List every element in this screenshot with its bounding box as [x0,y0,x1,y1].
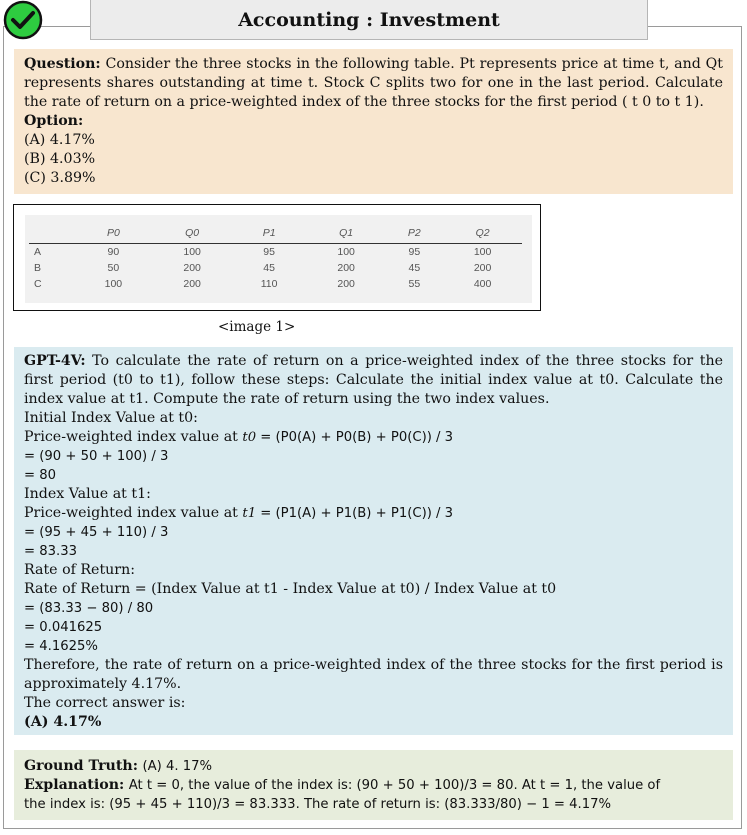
t1-formula-prefix: Price-weighted index value at [24,505,243,521]
explanation-text-1: At t = 0, the value of the index is: (90 + 50 + 100)/3 = 80. At t = 1, the value of [128,778,661,793]
table-cell: 200 [337,262,355,274]
table-row [29,244,522,261]
gpt-intro-text: To calculate the rate of return on a price-weighted index of the three stocks for the first period (t0 to t1), follow these steps: Calculate the initial index value at t0. Calculate the index value at t1. Compute the rate of return using the two index values. [24,353,723,407]
option-c: (C) 3.89% [24,170,96,186]
t1-formula [24,504,723,523]
explanation-line-2: the index is: (95 + 45 + 110)/3 = 83.333. The rate of return is: (83.333/80) − 1 = 4.17% [24,797,612,812]
col-header: P2 [386,223,444,244]
table-cell: 100 [473,246,492,258]
init-heading: Initial Index Value at t0: [24,410,198,426]
ror-step-3: = 4.1625% [24,639,98,654]
page-title-bar [90,0,648,40]
table-cell: A [34,246,42,258]
table-cell: B [34,262,42,274]
option-a: (A) 4.17% [24,132,95,148]
gpt-response-panel [14,347,733,735]
option-b: (B) 4.03% [24,151,96,167]
init-step-1: = (90 + 50 + 100) / 3 [24,449,169,464]
init-formula [24,428,723,447]
ground-truth-value: (A) 4. 17% [142,759,213,774]
table-cell: 200 [473,262,492,274]
ground-truth-panel [14,750,733,820]
question-label: Question: [24,56,101,72]
init-step-2: = 80 [24,468,57,483]
option-label: Option: [24,113,84,129]
table-cell: 45 [408,262,421,274]
table-cell: 400 [473,278,492,290]
page-title: Accounting : Investment [238,8,500,31]
gpt-label: GPT-4V: [24,353,86,369]
table-row [29,276,522,292]
col-header [29,223,74,244]
table-cell: 200 [337,278,355,290]
gpt-intro [24,352,723,409]
stock-table [29,223,522,292]
t1-formula-math [242,506,453,521]
image-caption: <image 1> [218,319,296,335]
question-panel [14,49,733,194]
table-cell: 200 [183,278,201,290]
init-formula-prefix: Price-weighted index value at [24,429,243,445]
table-cell: C [34,278,42,290]
ground-truth-label: Ground Truth: [24,758,138,774]
ror-step-1: = (83.33 − 80) / 80 [24,601,154,616]
col-header: Q2 [443,223,522,244]
t1-formula-rest: = (P1(A) + P1(B) + P1(C)) / 3 [256,506,454,521]
gpt-answer: (A) 4.17% [24,714,102,730]
explanation-label: Explanation: [24,777,125,793]
col-header: P1 [232,223,307,244]
t1-step-2: = 83.33 [24,544,77,559]
col-header: Q1 [307,223,386,244]
t1-step-1: = (95 + 45 + 110) / 3 [24,525,169,540]
ror-step-2: = 0.041625 [24,620,103,635]
question-text [24,55,723,112]
t1-formula-var: t1 [242,506,257,521]
table-cell: 45 [263,262,275,274]
table-cell: 100 [337,246,355,258]
table-cell: 90 [107,246,120,258]
table-cell: 100 [104,278,123,290]
table-cell: 50 [107,262,120,274]
table-cell: 200 [183,262,201,274]
init-formula-var: t0 [242,430,257,445]
col-header: P0 [74,223,153,244]
table-header-row [29,223,522,244]
explanation-line-1 [24,776,723,795]
ror-formula: Rate of Return = (Index Value at t1 - Index Value at t0) / Index Value at t0 [24,581,557,597]
col-header: Q0 [153,223,232,244]
table-row [29,260,522,276]
table-cell: 110 [260,278,278,290]
init-formula-rest: = (P0(A) + P0(B) + P0(C)) / 3 [256,430,454,445]
table-cell: 55 [408,278,421,290]
ror-heading: Rate of Return: [24,562,135,578]
t1-heading: Index Value at t1: [24,486,151,502]
answer-intro: The correct answer is: [24,695,186,711]
question-body: Consider the three stocks in the following table. Pt represents price at time t, and Qt represents shares outstanding at time t. Stock C splits two for one in the last period. Calculate the rate of return on a price-weighted index of the three stocks for the first period ( t 0 to t 1). [24,56,723,110]
image-1 [13,204,541,311]
table-cell: 95 [408,246,421,258]
check-circle-icon [3,0,43,40]
table-cell: 100 [183,246,201,258]
table-cell: 95 [263,246,275,258]
gpt-conclusion: Therefore, the rate of return on a price-weighted index of the three stocks for the first period is approximately 4.17%. [24,657,723,692]
init-formula-math [242,430,453,445]
ground-truth-line [24,757,723,776]
